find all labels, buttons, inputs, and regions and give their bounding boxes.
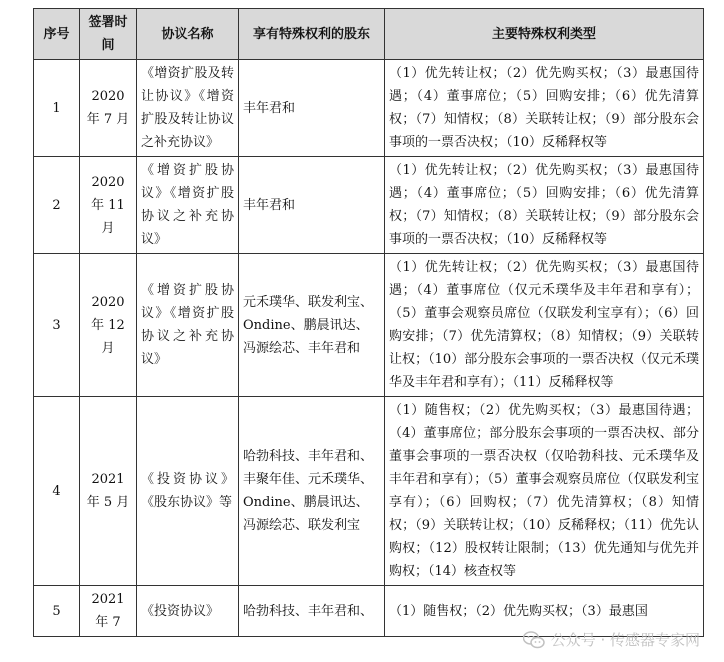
row-rights: （1）优先转让权；（2）优先购买权；（3）最惠国待遇；（4）董事席位；（5）回购安排；（6）优先清算权；（7）知情权；（8）关联转让权；（9）部分股东会事项的一票否决权；（10）反稀释权等 — [385, 157, 704, 254]
row-holders: 丰年君和 — [239, 157, 385, 254]
row-date: 2020 年 12 月 — [80, 254, 137, 397]
row-no: 4 — [34, 397, 80, 586]
row-rights: （1）随售权；（2）优先购买权；（3）最惠国待遇；（4）董事席位；部分股东会事项的一票否决权、部分董事会事项的一票否决权（仅哈勃科技、元禾璞华及丰年君和享有）；（5）董事会观察员席位（仅联发利宝享有）；（6）回购权；（7）优先清算权；（8）知情权；（9）关联转让权；（10）反稀释权；（11）优先认购权；（12）股权转让限制；（13）优先通知与优先并购权；（14）核查权等 — [385, 397, 704, 586]
wechat-icon — [523, 631, 545, 649]
row-date: 2020 年 7 月 — [80, 60, 137, 157]
row-date: 2020 年 11 月 — [80, 157, 137, 254]
watermark-text: 公众号 · 传感器专家网 — [550, 631, 700, 649]
table-row — [34, 397, 704, 586]
table-header-row — [34, 9, 704, 60]
row-agreement: 《投资协议》 — [137, 586, 239, 637]
table-row — [34, 157, 704, 254]
row-rights: （1）优先转让权；（2）优先购买权；（3）最惠国待遇；（4）董事席位；（5）回购安排；（6）优先清算权；（7）知情权；（8）关联转让权；（9）部分股东会事项的一票否决权；（10）反稀释权等 — [385, 60, 704, 157]
row-rights: （1）随售权；（2）优先购买权；（3）最惠国 — [385, 586, 704, 637]
row-agreement: 《增资扩股及转让协议》《增资扩股及转让协议之补充协议》 — [137, 60, 239, 157]
header-agreement: 协议名称 — [137, 9, 239, 60]
row-no: 2 — [34, 157, 80, 254]
row-holders: 丰年君和 — [239, 60, 385, 157]
watermark — [523, 629, 700, 650]
row-date: 2021 年 7 — [80, 586, 137, 637]
special-rights-table — [33, 8, 704, 637]
row-holders: 元禾璞华、联发利宝、Ondine、鹏晨讯达、冯源绘芯、丰年君和 — [239, 254, 385, 397]
row-holders: 哈勃科技、丰年君和、丰聚年佳、元禾璞华、Ondine、鹏晨讯达、冯源绘芯、联发利宝 — [239, 397, 385, 586]
row-agreement: 《增资扩股协议》《增资扩股协议之补充协议》 — [137, 157, 239, 254]
row-no: 3 — [34, 254, 80, 397]
row-agreement: 《投资协议》《股东协议》等 — [137, 397, 239, 586]
row-no: 5 — [34, 586, 80, 637]
header-rights: 主要特殊权利类型 — [385, 9, 704, 60]
header-no: 序号 — [34, 9, 80, 60]
row-agreement: 《增资扩股协议》《增资扩股协议之补充协议》 — [137, 254, 239, 397]
row-holders: 哈勃科技、丰年君和、 — [239, 586, 385, 637]
header-date: 签署时间 — [80, 9, 137, 60]
row-rights: （1）优先转让权；（2）优先购买权；（3）最惠国待遇；（4）董事席位（仅元禾璞华及丰年君和享有）；（5）董事会观察员席位（仅联发利宝享有）；（6）回购安排；（7）优先清算权；（8）知情权；（9）关联转让权；（10）部分股东会事项的一票否决权（仅元禾璞华及丰年君和享有）；（11）反稀释权等 — [385, 254, 704, 397]
row-no: 1 — [34, 60, 80, 157]
row-date: 2021 年 5 月 — [80, 397, 137, 586]
table-row — [34, 254, 704, 397]
table-row — [34, 60, 704, 157]
header-holders: 享有特殊权利的股东 — [239, 9, 385, 60]
